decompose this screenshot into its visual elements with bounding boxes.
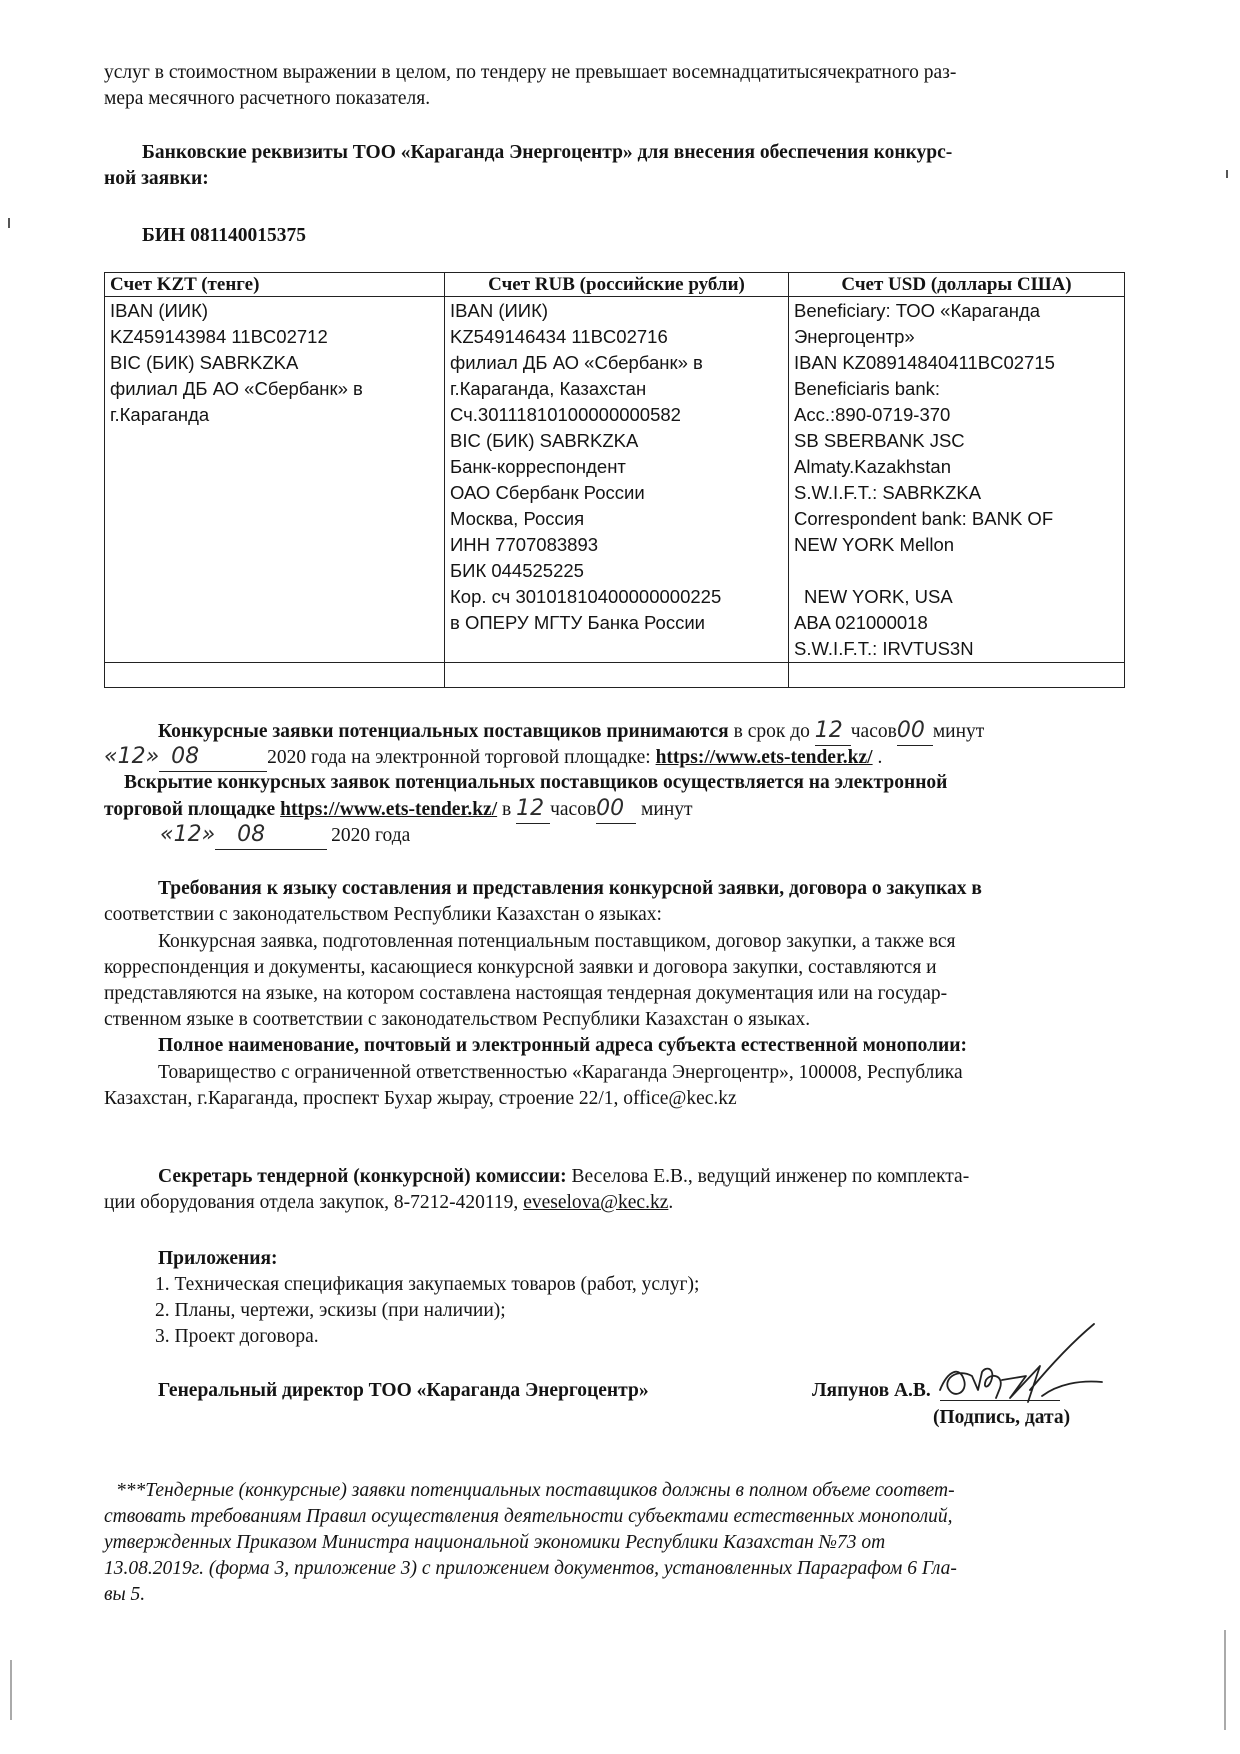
appendix-item: 1. Техническая спецификация закупаемых товаров (работ, услуг); [155,1274,700,1295]
appendix-item: 2. Планы, чертежи, эскизы (при наличии); [155,1300,506,1321]
footnote-line: 13.08.2019г. (форма 3, приложение 3) с приложением документов, установленных Параграфом 6 Гла- [104,1558,957,1579]
intro-line-1: услуг в стоимостном выражении в целом, по тендеру не превышает восемнадцатитысячекратного раз- [104,62,957,83]
kzt-line: KZ459143984 11BC02712 [110,326,328,347]
entity-line-2: Казахстан, г.Караганда, проспект Бухар жырау, строение 22/1, office@kec.kz [104,1088,737,1109]
opening-month: 08 [237,822,266,847]
deadline-min-field [897,718,933,746]
deadline-day: 12 [117,744,146,769]
deadline-min: 00 [896,718,925,743]
header-kzt: Счет KZT (тенге) [105,273,445,297]
director-position: Генеральный директор ТОО «Караганда Энергоцентр» [158,1380,649,1401]
language-p4: ственном языке в соответствии с законодательством Республики Казахстан о языках. [104,1009,811,1030]
bank-heading-line-2: ной заявки: [104,168,209,189]
scan-artifact [1226,170,1228,178]
opening-hour-field [516,796,550,824]
usd-line: Beneficiary: ТОО «Караганда [794,300,1041,321]
opening-in-word: в [497,799,517,820]
opening-line-2 [104,796,693,824]
deadline-month-field [159,744,267,772]
secretary-label: Секретарь тендерной (конкурсной) комиссии: [158,1166,567,1187]
footnote-line: утвержденных Приказом Министра национальной экономики Республики Казахстан №73 от [104,1532,886,1553]
kzt-line: г.Караганда [110,404,210,425]
secretary-details: Веселова Е.В., ведущий инженер по комплекта- [566,1166,970,1187]
usd-line: Beneficiaris bank: [794,378,941,399]
usd-line: Correspondent bank: BANK OF [794,508,1054,529]
deadline-hours-word: часов [850,721,897,742]
entity-line-1: Товарищество с ограниченной ответственностью «Караганда Энергоцентр», 100008, Республика [158,1062,963,1083]
deadline-line-2 [104,744,882,772]
deadline-hour-field [815,718,851,746]
language-p2: корреспонденция и документы, касающиеся конкурсной заявки и договора закупки, составляются и [104,957,937,978]
usd-line: ABA 021000018 [794,612,928,633]
rub-line: BIC (БИК) SABRKZKA [450,430,639,451]
deadline-year-text: 2020 года на электронной торговой площадке: [267,747,656,768]
handwritten-signature [930,1318,1110,1418]
secretary-contacts: ции оборудования отдела закупок, 8-7212-420119, [104,1192,524,1213]
appendices-title: Приложения: [158,1248,278,1269]
deadline-open-quote: « [104,744,118,769]
opening-text: торговой площадке [104,799,281,820]
rub-line: в ОПЕРУ МГТУ Банка России [450,612,705,633]
opening-day: 12 [173,822,202,847]
rub-line: ИНН 7707083893 [450,534,599,555]
language-heading: Требования к языку составления и представления конкурсной заявки, договора о закупках в [158,878,982,899]
opening-hour: 12 [516,796,545,821]
opening-close-quote: » [201,822,216,847]
opening-min: 00 [596,796,625,821]
bank-table-header-row [105,273,1125,297]
appendix-item: 3. Проект договора. [155,1326,319,1347]
deadline-label: Конкурсные заявки потенциальных поставщиков принимаются [158,721,729,742]
bank-table-empty-row [105,663,1125,688]
opening-open-quote: « [160,822,174,847]
opening-url-link[interactable]: https://www.ets-tender.kz/ [280,799,498,820]
footnote-line: вы 5. [104,1584,146,1605]
scan-artifact [8,218,10,228]
rub-line: Кор. сч 30101810400000000225 [450,586,722,607]
deadline-end: . [872,747,883,768]
deadline-text: в срок до [728,721,815,742]
empty-cell [445,663,789,688]
usd-line [794,558,1119,584]
deadline-close-quote: » [145,744,160,769]
opening-hours-word: часов [550,799,597,820]
rub-line: Москва, Россия [450,508,585,529]
bank-details-table [104,272,1125,688]
bank-table-body-row [105,297,1125,663]
director-name: Ляпунов А.В. [812,1380,931,1401]
deadline-hour: 12 [814,718,843,743]
scan-artifact [10,1660,12,1720]
usd-account-cell [789,297,1125,663]
opening-line-1: Вскрытие конкурсных заявок потенциальных поставщиков осуществляется на электронной [124,772,948,793]
header-rub: Счет RUB (российские рубли) [445,273,789,297]
deadline-minutes-word: минут [932,721,985,742]
secretary-email-link[interactable]: eveselova@kec.kz [523,1192,669,1213]
opening-line-3 [160,822,410,850]
usd-line: S.W.I.F.T.: IRVTUS3N [794,638,974,659]
opening-year-text: 2020 года [331,825,411,846]
opening-min-field [596,796,636,824]
rub-line: филиал ДБ АО «Сбербанк» в [450,352,703,373]
rub-line: Сч.30111810100000000582 [450,404,681,425]
kzt-line: филиал ДБ АО «Сбербанк» в [110,378,363,399]
empty-cell [105,663,445,688]
usd-line: NEW YORK Mellon [794,534,955,555]
kzt-account-cell [105,297,445,663]
footnote-line: ствовать требованиям Правил осуществления деятельности субъектами естественных монополий, [104,1506,953,1527]
rub-line: БИК 044525225 [450,560,584,581]
deadline-line-1 [158,718,984,746]
language-line-2: соответствии с законодательством Республики Казахстан о языках: [104,904,662,925]
usd-line: Энергоцентр» [794,326,915,347]
language-p3: представляются на языке, на котором составлена настоящая тендерная документация или на государ- [104,983,948,1004]
bank-heading-line-1: Банковские реквизиты ТОО «Караганда Энергоцентр» для внесения обеспечения конкурс- [142,142,953,163]
intro-line-2: мера месячного расчетного показателя. [104,88,431,109]
rub-line: KZ549146434 11BC02716 [450,326,668,347]
usd-line: NEW YORK, USA [804,586,953,607]
secretary-line-2 [104,1190,673,1216]
usd-line: Almaty.Kazakhstan [794,456,951,477]
usd-line: IBAN KZ08914840411BC02715 [794,352,1055,373]
secretary-end: . [668,1192,674,1213]
entity-heading: Полное наименование, почтовый и электронный адреса субъекта естественной монополии: [158,1035,967,1056]
bin-number: БИН 081140015375 [142,225,307,246]
footnote-line: ***Тендерные (конкурсные) заявки потенциальных поставщиков должны в полном объеме соответ- [116,1480,955,1501]
rub-line: ОАО Сбербанк России [450,482,645,503]
usd-line: S.W.I.F.T.: SABRKZKA [794,482,982,503]
secretary-line-1 [158,1164,969,1190]
kzt-line: IBAN (ИИК) [110,300,209,321]
usd-line: Acc.:890-0719-370 [794,404,951,425]
opening-minutes-word: минут [636,799,693,820]
opening-month-field [215,822,327,850]
empty-cell [789,663,1125,688]
deadline-month: 08 [171,744,200,769]
rub-line: г.Караганда, Казахстан [450,378,647,399]
language-p1: Конкурсная заявка, подготовленная потенциальным поставщиком, договор закупки, а также вся [158,931,956,952]
signature-caption: (Подпись, дата) [933,1407,1071,1428]
header-usd: Счет USD (доллары США) [789,273,1125,297]
deadline-url-link[interactable]: https://www.ets-tender.kz/ [655,747,873,768]
rub-line: IBAN (ИИК) [450,300,549,321]
rub-account-cell [445,297,789,663]
usd-line: SB SBERBANK JSC [794,430,965,451]
rub-line: Банк-корреспондент [450,456,626,477]
kzt-line: BIC (БИК) SABRKZKA [110,352,299,373]
scan-artifact [1224,1630,1226,1730]
